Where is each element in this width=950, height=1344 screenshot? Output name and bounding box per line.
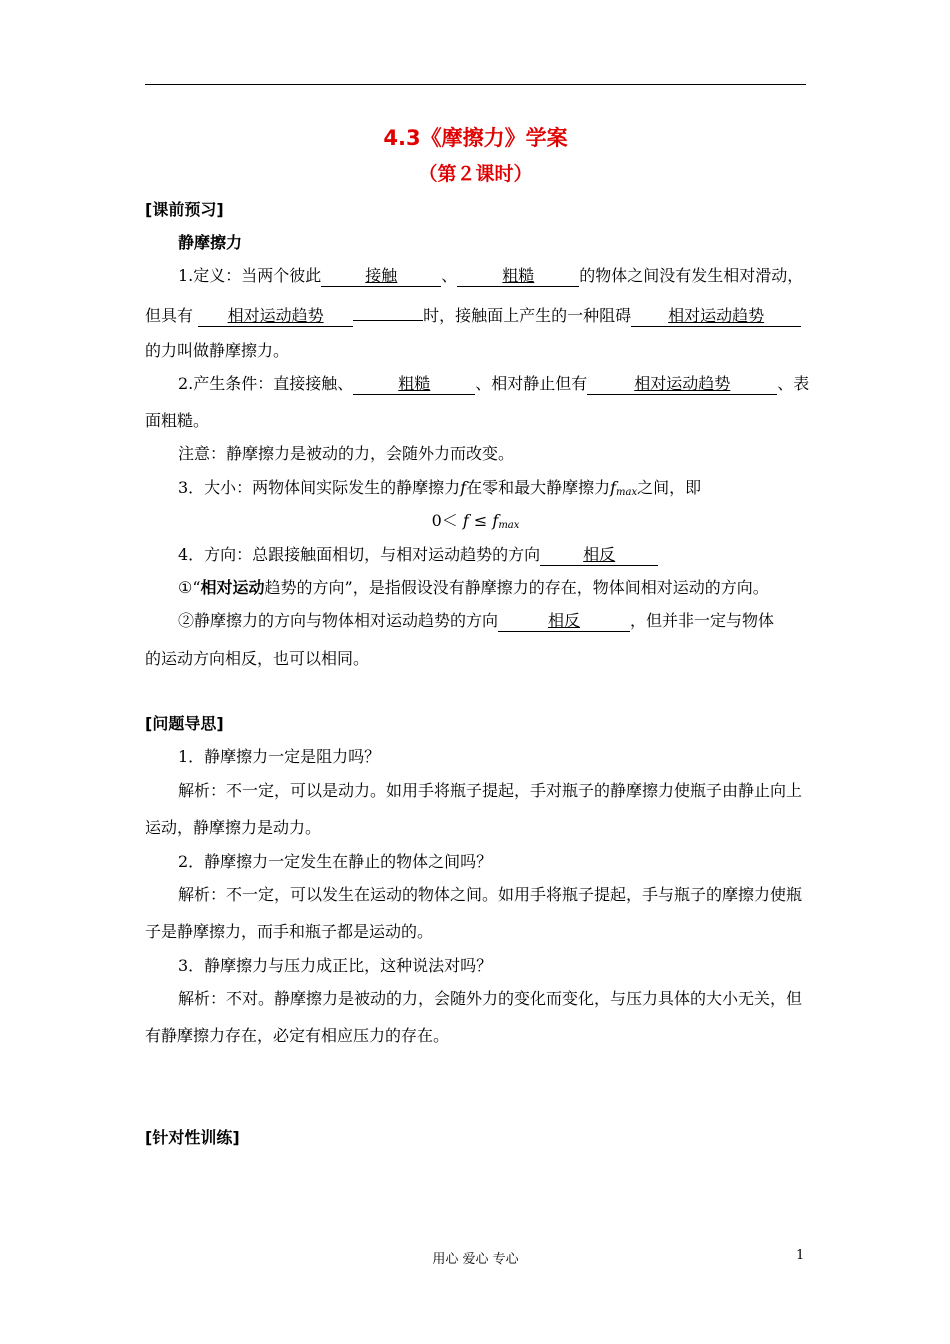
page-subtitle: （第２课时） [418,163,533,185]
note-line: 注意：静摩擦力是被动的力，会随外力而改变。 [178,444,515,463]
section-heading-preview: [课前预习] [145,200,224,219]
size-formula: 0＜ f ≤ fmax [431,511,520,531]
definition-line-3: 的力叫做静摩擦力。 [145,341,290,360]
answer-1-line-2: 运动，静摩擦力是动力。 [145,818,322,837]
blank-rough-2: 粗糙 [353,374,475,395]
question-2: 2．静摩擦力一定发生在静止的物体之间吗？ [178,852,493,871]
subheading-static-friction: 静摩擦力 [178,233,243,252]
blank-opposite-2: 相反 [498,611,630,632]
answer-2-line-2: 子是静摩擦力，而手和瓶子都是运动的。 [145,922,434,941]
footer-text: 用心 爱心 专心 [432,1252,519,1267]
page-title: 4.3《摩擦力》学案 [383,126,568,150]
direction-comment-1: ①“相对运动趋势的方向”，是指假设没有静摩擦力的存在，物体间相对运动的方向。 [178,578,769,597]
direction-line: 4．方向：总跟接触面相切，与相对运动趋势的方向 相反 [178,544,843,566]
definition-line-1: 1.定义：当两个彼此 接触 、 粗糙 的物体之间没有发生相对滑动， [178,266,804,285]
blank-opposite-1: 相反 [540,545,658,566]
answer-1-line-1: 解析：不一定，可以是动力。如用手将瓶子提起，手对瓶子的静摩擦力使瓶子由静止向上 [178,781,803,800]
direction-comment-2: ②静摩擦力的方向与物体相对运动趋势的方向 相反 ，但并非一定与物体 [178,611,775,630]
question-3: 3．静摩擦力与压力成正比，这种说法对吗？ [178,956,493,975]
blank-relative-motion-3: 相对运动趋势 [587,374,777,395]
page-number: 1 [796,1248,805,1263]
question-1: 1．静摩擦力一定是阻力吗？ [178,747,381,766]
direction-comment-3: 的运动方向相反，也可以相同。 [145,649,370,668]
blank-relative-motion-1: 相对运动趋势 [198,306,353,327]
condition-line-2: 面粗糙。 [145,411,210,430]
size-line: 3．大小：两物体间实际发生的静摩擦力f在零和最大静摩擦力fmax之间，即 [178,478,702,498]
answer-3-line-1: 解析：不对。静摩擦力是被动的力，会随外力的变化而变化，与压力具体的大小无关，但 [178,989,803,1008]
blank-relative-motion-2: 相对运动趋势 [631,306,801,327]
blank-contact: 接触 [321,266,441,287]
header-rule [145,84,806,85]
section-heading-training: [针对性训练] [145,1128,240,1147]
answer-3-line-2: 有静摩擦力存在，必定有相应压力的存在。 [145,1026,450,1045]
answer-2-line-1: 解析：不一定，可以发生在运动的物体之间。如用手将瓶子提起，手与瓶子的摩擦力使瓶 [178,885,803,904]
section-heading-questions: [问题导思] [145,714,224,733]
condition-line-1: 2.产生条件：直接接触、 粗糙 、相对静止但有 相对运动趋势 、表 [178,374,810,393]
definition-line-2: 但具有 相对运动趋势 时，接触面上产生的一种阻碍 相对运动趋势 [145,302,810,327]
blank-rough: 粗糙 [457,266,579,287]
